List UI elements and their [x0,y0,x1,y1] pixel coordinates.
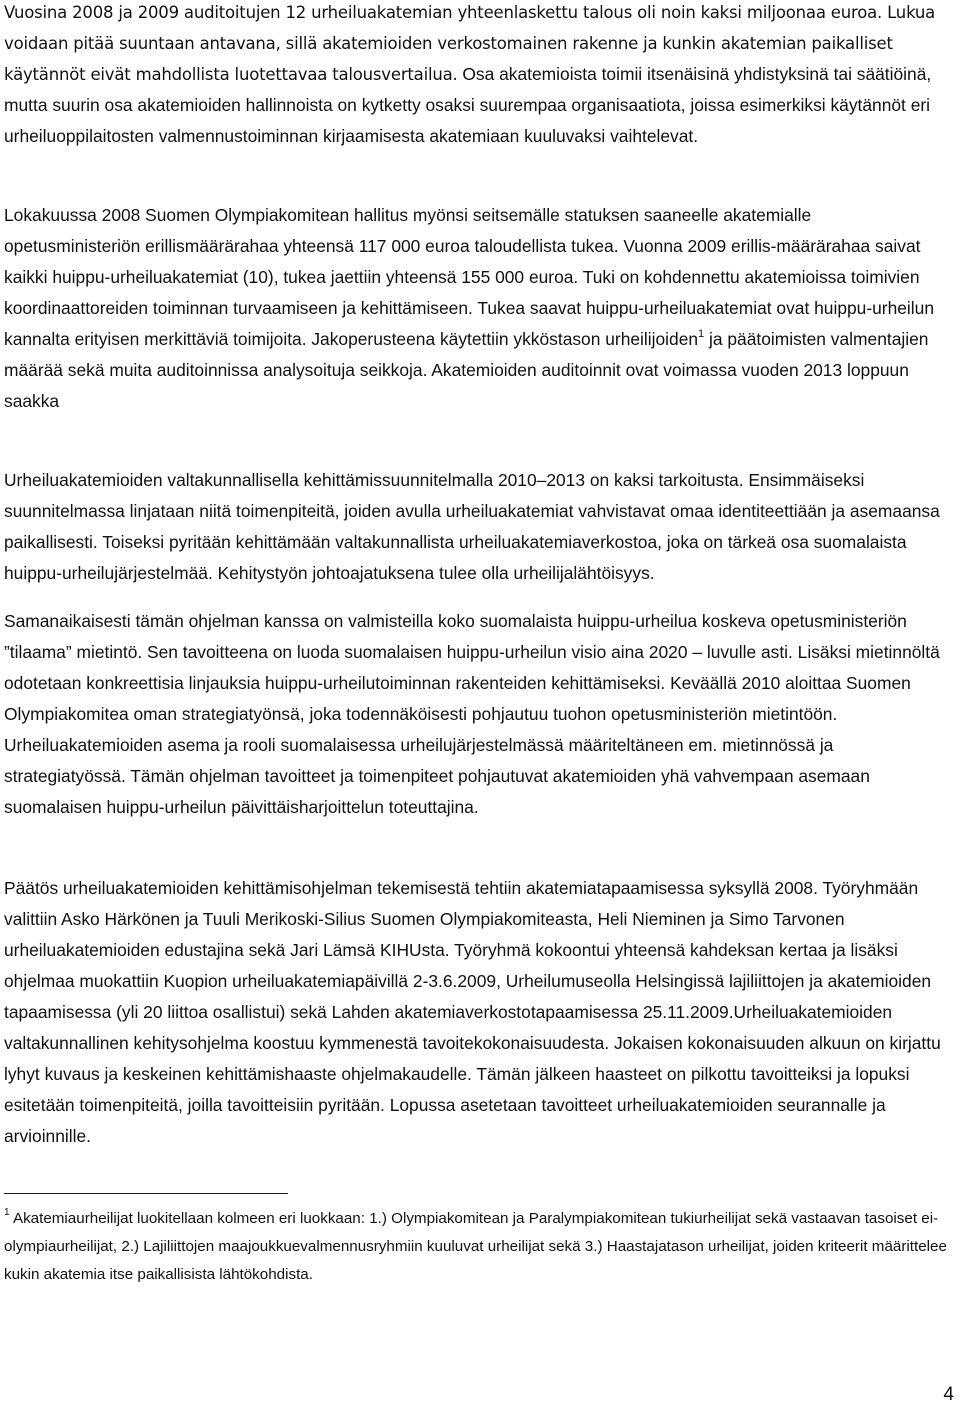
footnote [4,1205,956,1289]
footnote-separator [4,1193,288,1194]
paragraph-funding-text-2: ja päätoimisten valmentajien määrää sekä muita auditoinnissa analysoituja seikkoja. Akatemioiden auditoinnit ovat voimassa vuoden 2013 loppuun saakka [4,329,929,411]
footnote-text: Akatemiaurheilijat luokitellaan kolmeen eri luokkaan: 1.) Olympiakomitean ja Paralympiakomitean tukiurheilijat sekä vastaavan tasoiset ei-olympiaurheilijat, 2.) Lajiliittojen maajoukkuevalmennusryhmiin kuuluvat urheilijat sekä 3.) Haastajatason urheilijat, joiden kriteerit määrittelee kukin akatemia itse paikallisista lähtökohdista. [4,1210,947,1283]
paragraph-finances-text: Osa akatemioista toimii itsenäisinä yhdistyksinä tai säätiöinä, mutta suurin osa akatemioiden hallinnoista on kytketty osaksi suurempaa organisaatiota, joissa esimerkiksi käytännöt eri urheiluoppilaitosten valmennustoiminnan kirjaamisesta akatemiaan kuuluvaksi vaihtelevat. [4,64,932,146]
paragraph-ministry-report: Samanaikaisesti tämän ohjelman kanssa on valmisteilla koko suomalaista huippu-urheilua koskeva opetusministeriön ”tilaama” mietintö. Sen tavoitteena on luoda suomalaisen huippu-urheilun visio aina 2020 – luvulle asti. Lisäksi mietinnöltä odotetaan konkreettisia linjauksia huippu-urheilutoiminnan rakenteiden kehittämiseksi. Keväällä 2010 aloittaa Suomen Olympiakomitea oman strategiatyönsä, joka todennäköisesti pohjautuu tuohon opetusministeriön mietintöön. Urheiluakatemioiden asema ja rooli suomalaisessa urheilujärjestelmässä määriteltäneen em. mietinnössä ja strategiatyössä. Tämän ohjelman tavoitteet ja toimenpiteet pohjautuvat akatemioiden yhä vahvempaan asemaan suomalaisen huippu-urheilun päivittäisharjoittelun toteuttajina. [4,611,940,817]
page-number: 4 [943,1384,954,1405]
paragraph-finances-sans-text: Vuosina 2008 ja 2009 auditoitujen 12 urheiluakatemian yhteenlaskettu talous oli noin kaksi miljoonaa euroa. Lukua voidaan pitää suuntaan antavana, sillä akatemioiden verkostomainen rakenne ja kunkin akatemian paikalliset käytännöt eivät mahdollista luotettavaa talousvertailua. [4,3,936,84]
paragraph-funding [4,200,952,417]
paragraph-finances [4,0,952,152]
paragraph-funding-text-1: Lokakuussa 2008 Suomen Olympiakomitean hallitus myönsi seitsemälle statuksen saaneelle akatemialle opetusministeriön erillismäärärahaa yhteensä 117 000 euroa taloudellista tukea. Vuonna 2009 erillis-määrärahaa saivat kaikki huippu-urheiluakatemiat (10), tukea jaettiin yhteensä 155 000 euroa. Tuki on kohdennettu akatemioissa toimivien koordinaattoreiden toiminnan turvaamiseen ja kehittämiseen. Tukea saavat huippu-urheiluakatemiat ovat huippu-urheilun kannalta erityisen merkittäviä toimijoita. Jakoperusteena käytettiin ykköstason urheilijoiden [4,205,934,349]
footnote-reference: 1 [698,328,705,341]
paragraph-development-plan: Urheiluakatemioiden valtakunnallisella kehittämissuunnitelmalla 2010–2013 on kaksi tarkoitusta. Ensimmäiseksi suunnitelmassa linjataan niitä toimenpiteitä, joiden avulla urheiluakatemiat vahvistavat omaa identiteettiään ja asemaansa paikallisesti. Toiseksi pyritään kehittämään valtakunnallista urheiluakatemiaverkostoa, joka on tärkeä osa suomalaista huippu-urheilujärjestelmää. Kehitystyön johtoajatuksena tulee olla urheilijalähtöisyys. [4,470,940,583]
footnote-marker: 1 [4,1206,10,1218]
paragraph-working-group: Päätös urheiluakatemioiden kehittämisohjelman tekemisestä tehtiin akatemiatapaamisessa syksyllä 2008. Työryhmään valittiin Asko Härkönen ja Tuuli Merikoski-Silius Suomen Olympiakomiteasta, Heli Nieminen ja Simo Tarvonen urheiluakatemioiden edustajina sekä Jari Lämsä KIHUsta. Työryhmä kokoontui yhteensä kahdeksan kertaa ja lisäksi ohjelmaa muokattiin Kuopion urheiluakatemiapäivillä 2-3.6.2009, Urheilumuseolla Helsingissä lajiliittojen ja akatemioiden tapaamisessa (yli 20 liittoa osallistui) sekä Lahden akatemiaverkostotapaamisessa 25.11.2009.Urheiluakatemioiden valtakunnallinen kehitysohjelma koostuu kymmenestä tavoitekokonaisuudesta. Jokaisen kokonaisuuden alkuun on kirjattu lyhyt kuvaus ja keskeinen kehittämishaaste ohjelmakaudelle. Tämän jälkeen haasteet on pilkottu tavoitteiksi ja lopuksi esitetään toimenpiteitä, joilla tavoitteisiin pyritään. Lopussa asetetaan tavoitteet urheiluakatemioiden seurannalle ja arvioinnille. [4,878,941,1146]
